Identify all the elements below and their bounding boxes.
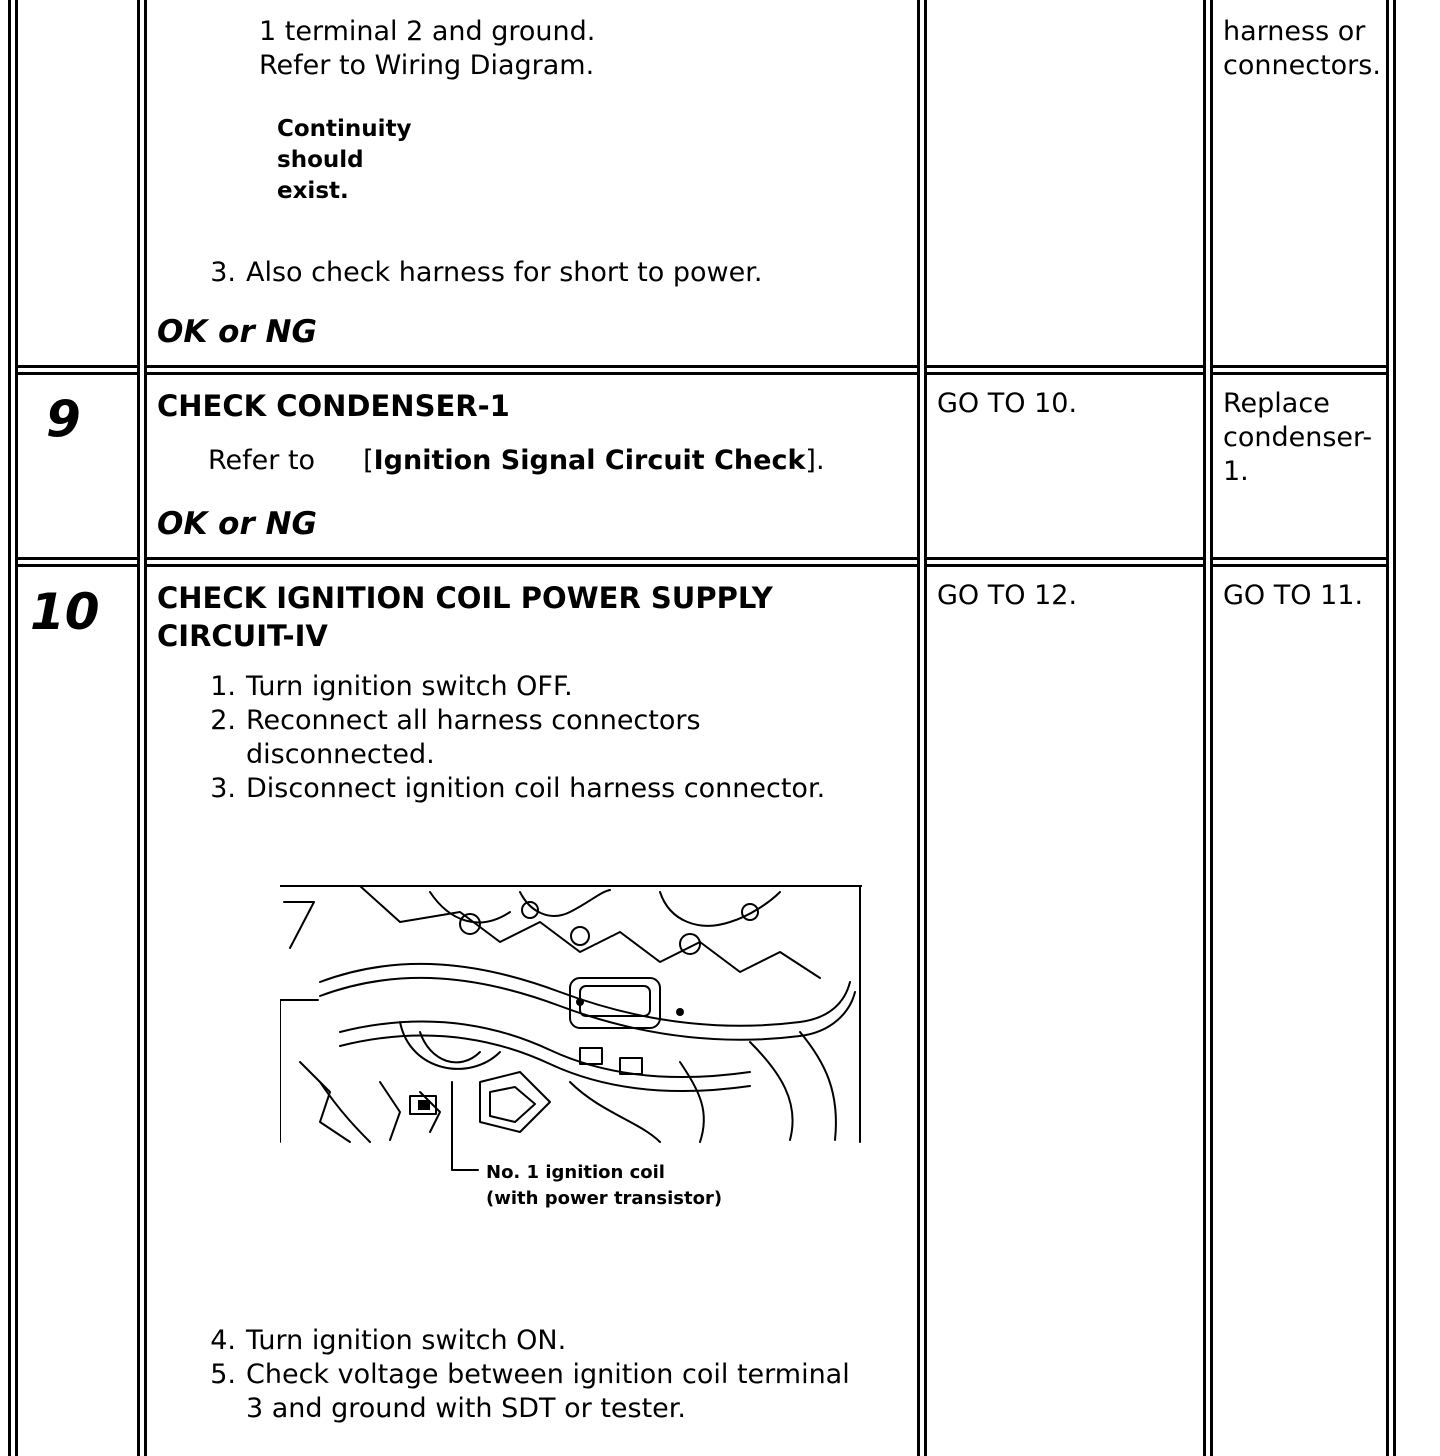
- list-text: Check voltage between ignition coil terminal: [246, 1359, 850, 1390]
- grid-line: [924, 0, 927, 1456]
- refer-text: [208, 444, 825, 478]
- list-text: Also check harness for short to power.: [246, 257, 763, 288]
- grid-line: [15, 372, 140, 375]
- spec-line: exist.: [277, 178, 349, 204]
- grid-line: [917, 0, 920, 1456]
- grid-line: [137, 0, 140, 1456]
- grid-line: [924, 564, 1206, 567]
- list-number: 1.: [210, 671, 236, 702]
- instruction-line: 1 terminal 2 and ground.: [259, 16, 596, 47]
- list-number: 2.: [210, 705, 236, 736]
- grid-line: [15, 0, 18, 1456]
- spec-line: should: [277, 147, 364, 173]
- list-text: Turn ignition switch OFF.: [246, 671, 573, 702]
- grid-line: [15, 557, 140, 560]
- ng-action: GO TO 11.: [1223, 580, 1364, 611]
- list-text: Reconnect all harness connectors: [246, 705, 701, 736]
- refer-prefix: Refer to: [208, 445, 316, 476]
- ng-action-line: connectors.: [1223, 50, 1381, 81]
- grid-line: [144, 0, 147, 1456]
- step-title: CHECK CONDENSER-1: [157, 389, 510, 423]
- refer-link[interactable]: Ignition Signal Circuit Check: [373, 445, 806, 476]
- grid-line: [15, 564, 140, 567]
- grid-line: [924, 365, 1206, 368]
- grid-line: [1210, 365, 1389, 368]
- grid-line: [924, 557, 1206, 560]
- ok-action: GO TO 10.: [937, 388, 1078, 419]
- ok-action: GO TO 12.: [937, 580, 1078, 611]
- list-text: Disconnect ignition coil harness connector.: [246, 773, 826, 804]
- grid-line: [144, 365, 920, 368]
- list-number: 3.: [210, 257, 236, 288]
- bracket: ].: [805, 445, 825, 476]
- list-text: 3 and ground with SDT or tester.: [246, 1393, 686, 1424]
- grid-line: [1210, 564, 1389, 567]
- grid-line: [15, 365, 140, 368]
- bracket: [: [363, 445, 374, 476]
- grid-line: [1210, 0, 1213, 1456]
- ng-action-line: Replace: [1223, 388, 1330, 419]
- step-title-line: CIRCUIT-IV: [157, 619, 328, 653]
- step-title-line: CHECK IGNITION COIL POWER SUPPLY: [157, 581, 773, 615]
- instruction-line: Refer to Wiring Diagram.: [259, 50, 595, 81]
- step-number: 10: [30, 583, 100, 641]
- figure-caption-line: (with power transistor): [486, 1188, 723, 1209]
- ok-ng-label: OK or NG: [157, 314, 317, 350]
- grid-line: [924, 372, 1206, 375]
- ng-action-line: harness or: [1223, 16, 1366, 47]
- list-number: 4.: [210, 1325, 236, 1356]
- ng-action-line: 1.: [1223, 456, 1249, 487]
- grid-line: [144, 557, 920, 560]
- grid-line: [144, 564, 920, 567]
- grid-line: [1386, 0, 1389, 1456]
- list-text: Turn ignition switch ON.: [246, 1325, 567, 1356]
- list-text: disconnected.: [246, 739, 435, 770]
- grid-line: [1210, 372, 1389, 375]
- figure-caption-line: No. 1 ignition coil: [486, 1162, 665, 1183]
- spec-line: Continuity: [277, 116, 412, 142]
- grid-line: [1203, 0, 1206, 1456]
- step-number: 9: [46, 390, 81, 448]
- ok-ng-label: OK or NG: [157, 506, 317, 542]
- list-number: 5.: [210, 1359, 236, 1390]
- grid-line: [1210, 557, 1389, 560]
- list-number: 3.: [210, 773, 236, 804]
- ng-action-line: condenser-: [1223, 422, 1373, 453]
- grid-line: [8, 0, 11, 1456]
- grid-line: [1393, 0, 1396, 1456]
- grid-line: [144, 372, 920, 375]
